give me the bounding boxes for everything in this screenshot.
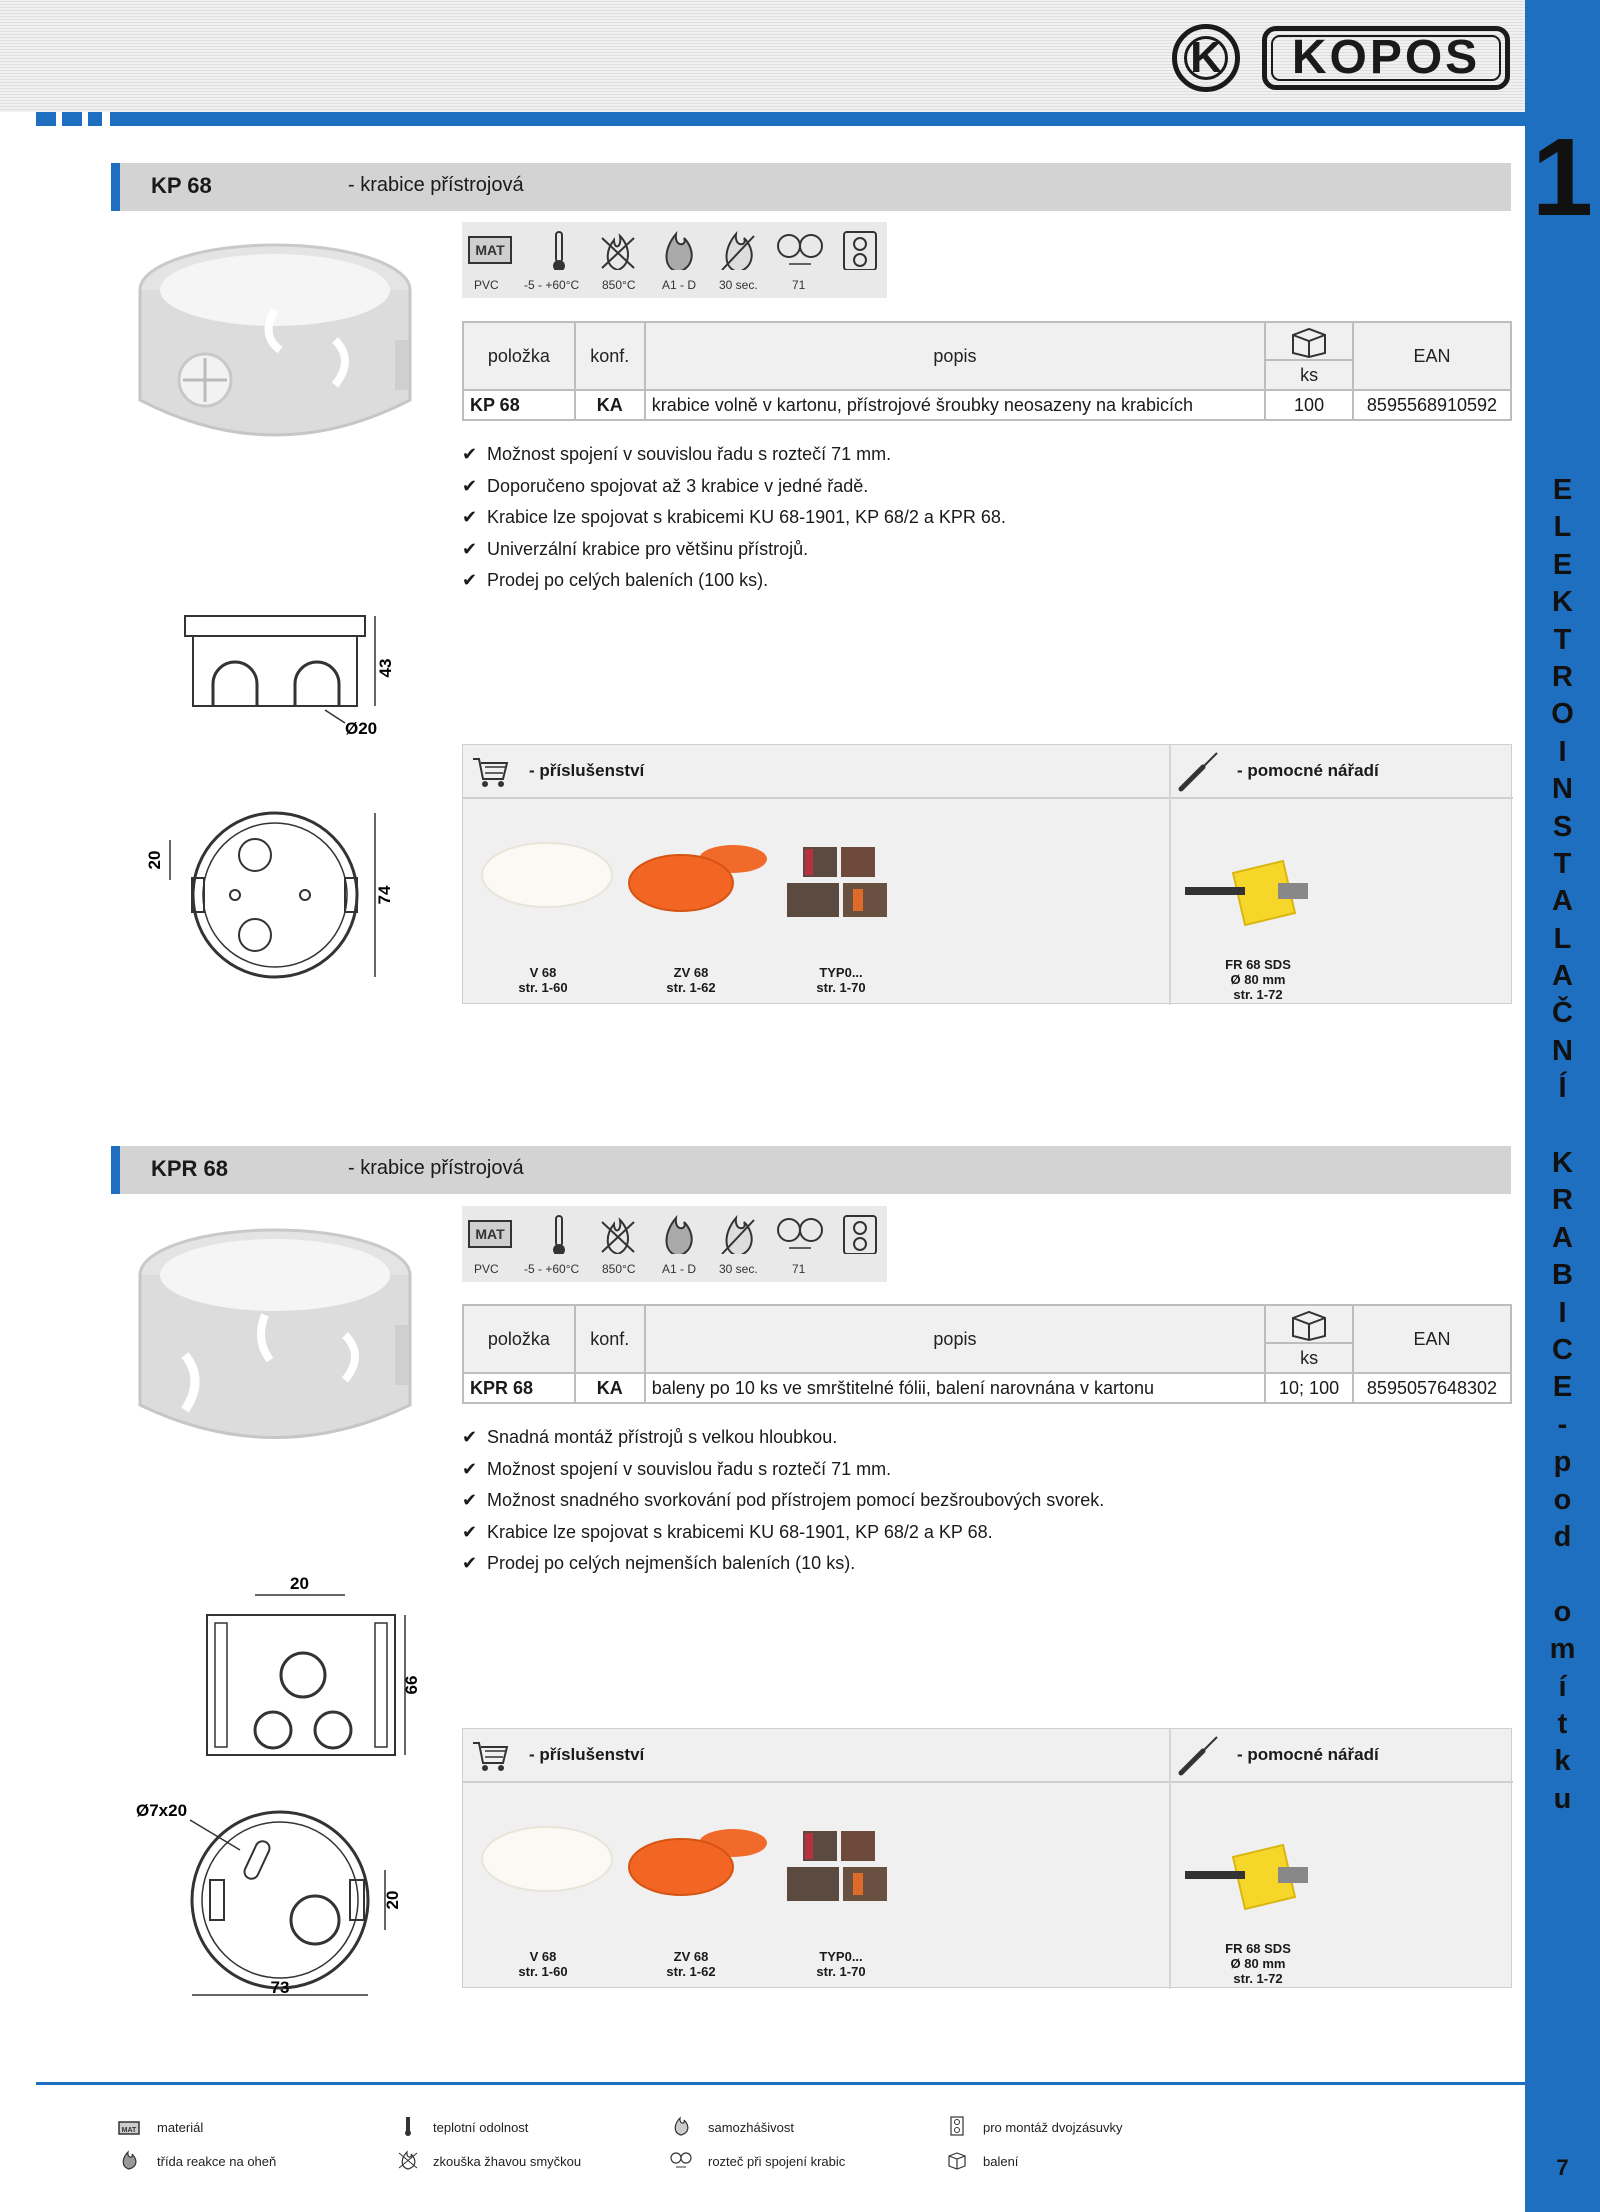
legend-fire-class: třída reakce na oheň [157, 2154, 277, 2169]
header-qty: ks [1265, 1343, 1353, 1373]
table-row [463, 1373, 1511, 1403]
product-title: - krabice přístrojová [348, 1157, 524, 1179]
hole-saw-image [1183, 1827, 1313, 1927]
mat-label: PVC [474, 278, 499, 292]
material-properties-panel [462, 1206, 887, 1282]
footer-line [36, 2082, 1525, 2085]
accessories-label: - příslušenství [529, 761, 645, 780]
side-letter: L [1553, 922, 1572, 955]
accessory-name: TYP0... [819, 965, 863, 980]
list-item [462, 471, 1006, 503]
tool-size: Ø 80 mm [1230, 1956, 1286, 1971]
hole-saw-image [1183, 843, 1313, 943]
dim-top: 20 [290, 1574, 309, 1593]
feature-list [462, 439, 1006, 597]
thermometer-icon [550, 1214, 568, 1254]
product-code: KP 68 [151, 173, 212, 198]
check-icon: ✔ [462, 475, 478, 496]
glow-wire-icon [598, 230, 638, 270]
mat-label: 30 sec. [719, 278, 758, 292]
package-icon [1287, 1308, 1331, 1342]
list-item-text: Krabice lze spojovat s krabicemi KU 68-1901, KP 68/2 a KPR 68. [487, 507, 1006, 527]
mat-label: PVC [474, 1262, 499, 1276]
list-item [462, 565, 1006, 597]
mat-label: 850°C [602, 278, 636, 292]
side-letter: A [1552, 1221, 1573, 1254]
row-description: baleny po 10 ks ve smrštitelné fólii, balení narovnána v kartonu [645, 1373, 1265, 1403]
side-letter: k [1554, 1745, 1571, 1778]
header-description: popis [645, 1305, 1265, 1373]
list-item [462, 1422, 1104, 1454]
side-letter: p [1553, 1446, 1572, 1479]
double-socket-icon [842, 230, 878, 270]
row-ean: 8595057648302 [1353, 1373, 1511, 1403]
mat-label: 850°C [602, 1262, 636, 1276]
dim-hole: Ø7x20 [136, 1801, 188, 1820]
side-letter: A [1552, 960, 1573, 993]
package-icon [946, 2150, 968, 2170]
logo-mark: K [1190, 33, 1222, 82]
section-title-bar [111, 1146, 1511, 1194]
row-config: KA [575, 1373, 645, 1403]
mat-label: -5 - +60°C [524, 1262, 580, 1276]
legend-material: materiál [157, 2120, 204, 2135]
check-icon: ✔ [462, 507, 478, 527]
list-item-text: Snadná montáž přístrojů s velkou hloubkou. [487, 1427, 838, 1447]
mat-label: -5 - +60°C [524, 278, 580, 292]
dim-side: 20 [383, 1890, 402, 1910]
side-letter: Í [1558, 1072, 1567, 1105]
accessory-v68 [483, 1949, 603, 1979]
check-icon: ✔ [462, 1458, 478, 1479]
tool-page: str. 1-72 [1233, 987, 1283, 1002]
flame-icon [658, 230, 698, 270]
header-description: popis [645, 322, 1265, 390]
material-properties-panel [462, 222, 887, 298]
side-letter [1525, 1108, 1600, 1145]
side-view-drawing [195, 1565, 425, 1765]
accessories-divider [1169, 745, 1171, 1005]
spacing-icon [776, 1214, 824, 1254]
dim-height: 66 [402, 1675, 421, 1695]
accessory-page: str. 1-70 [816, 1964, 866, 1979]
side-letter: T [1553, 847, 1572, 880]
accessories-divider [1169, 1729, 1171, 1989]
legend-double-socket: pro montáž dvojzásuvky [983, 2120, 1123, 2135]
list-item [462, 1548, 1104, 1580]
row-qty: 100 [1265, 390, 1353, 420]
side-letter: d [1553, 1520, 1572, 1553]
row-description: krabice volně v kartonu, přístrojové šroubky neosazeny na krabicích [645, 390, 1265, 420]
header-dash [88, 112, 102, 126]
dim-height: 43 [376, 658, 395, 678]
accessory-page: str. 1-62 [666, 1964, 716, 1979]
list-item [462, 502, 1006, 534]
mat-label: 71 [792, 1262, 806, 1276]
spacing-icon [670, 2150, 692, 2170]
header-qty: ks [1265, 360, 1353, 390]
side-letter: S [1552, 810, 1573, 843]
mat-label: A1 - D [662, 1262, 697, 1276]
logo-text: KOPOS [1291, 31, 1481, 84]
side-letter: C [1552, 1333, 1573, 1366]
product-table [462, 1304, 1512, 1404]
side-letter: E [1552, 1371, 1573, 1404]
accessory-page: str. 1-60 [518, 980, 568, 995]
side-view-drawing [145, 598, 395, 738]
self-extinguish-icon [670, 2116, 692, 2136]
accessory-zv68 [631, 965, 751, 995]
tool-page: str. 1-72 [1233, 1971, 1283, 1986]
self-extinguish-icon [718, 230, 758, 270]
check-icon: ✔ [462, 1553, 478, 1573]
side-letter: L [1553, 511, 1572, 544]
side-letter: O [1551, 698, 1574, 731]
package-icon [1287, 325, 1331, 359]
accessory-name: V 68 [529, 1949, 557, 1964]
accessories-panel [462, 1728, 1512, 1988]
side-letter: N [1552, 773, 1573, 806]
side-letter: - [1557, 1408, 1568, 1441]
double-socket-icon [946, 2116, 968, 2136]
dim-side: 20 [145, 850, 164, 870]
accessory-typ0 [781, 965, 901, 995]
accessory-v68 [483, 965, 603, 995]
mat-label: A1 - D [662, 278, 697, 292]
list-item-text: Doporučeno spojovat až 3 krabice v jedné řadě. [487, 475, 869, 496]
side-letter: A [1552, 885, 1573, 918]
product-photo [125, 1215, 435, 1475]
side-letter: u [1553, 1782, 1572, 1815]
accessory-page: str. 1-60 [518, 1964, 568, 1979]
side-letter: m [1549, 1633, 1576, 1666]
side-letter: t [1557, 1707, 1568, 1740]
feature-list [462, 1422, 1104, 1580]
list-item-text: Univerzální krabice pro většinu přístrojů. [487, 538, 809, 559]
accessories-panel [462, 744, 1512, 1004]
page-number: 7 [1556, 2155, 1569, 2180]
logo-box [1262, 26, 1510, 90]
side-letter: K [1552, 586, 1573, 619]
header-config: konf. [575, 322, 645, 390]
dim-hole: Ø20 [345, 719, 378, 738]
legend-glow-wire: zkouška žhavou smyčkou [433, 2154, 582, 2169]
clamp-typ0-image [783, 845, 903, 930]
check-icon: ✔ [462, 1490, 478, 1510]
side-letter: o [1553, 1483, 1572, 1516]
product-table [462, 321, 1512, 421]
side-letter: T [1553, 623, 1572, 656]
tool-name: FR 68 SDS [1225, 1941, 1291, 1956]
list-item [462, 534, 1006, 566]
cover-zv68-image [623, 837, 773, 917]
header-dash [62, 112, 82, 126]
check-icon: ✔ [462, 538, 478, 559]
mat-icon [118, 2118, 140, 2138]
check-icon: ✔ [462, 1521, 478, 1542]
cover-v68-image [477, 1824, 617, 1894]
list-item-text: Prodej po celých nejmenších baleních (10 ks). [487, 1553, 856, 1573]
list-item-text: Možnost snadného svorkování pod přístrojem pomocí bezšroubových svorek. [487, 1490, 1105, 1510]
chapter-number: 1 [1531, 116, 1594, 239]
header-item: položka [463, 1305, 575, 1373]
side-letter: E [1552, 548, 1573, 581]
flame-icon [658, 1214, 698, 1254]
header-package [1265, 1305, 1353, 1343]
product-code: KPR 68 [151, 1156, 229, 1181]
list-item [462, 439, 1006, 471]
header-dash [36, 112, 56, 126]
tool-name: FR 68 SDS [1225, 957, 1291, 972]
side-letter: í [1558, 1670, 1567, 1703]
mat-label: 71 [792, 278, 806, 292]
chapter-vertical-title [1525, 472, 1600, 1818]
list-item-text: Krabice lze spojovat s krabicemi KU 68-1901, KP 68/2 a KP 68. [487, 1521, 993, 1542]
tools-label: - pomocné nářadí [1237, 1745, 1379, 1764]
clamp-typ0-image [783, 1829, 903, 1914]
list-item-text: Možnost spojení v souvislou řadu s roztečí 71 mm. [487, 1458, 892, 1479]
kopos-logo [1172, 22, 1512, 94]
accessory-name: ZV 68 [673, 1949, 709, 1964]
side-letter: B [1552, 1259, 1573, 1292]
row-ean: 8595568910592 [1353, 390, 1511, 420]
list-item [462, 1485, 1104, 1517]
accessory-name: V 68 [529, 965, 557, 980]
check-icon: ✔ [462, 570, 478, 590]
dim-width: 74 [375, 885, 394, 905]
side-letter [1525, 1556, 1600, 1593]
header-ean: EAN [1353, 322, 1511, 390]
thermometer-icon [550, 230, 568, 270]
mat-icon: MAT [468, 236, 512, 264]
double-socket-icon [842, 1214, 878, 1254]
spacing-icon [776, 230, 824, 270]
side-letter: N [1552, 1034, 1573, 1067]
flame-icon [118, 2150, 140, 2170]
accessory-name: TYP0... [819, 1949, 863, 1964]
tool-size: Ø 80 mm [1230, 972, 1286, 987]
dim-width: 73 [270, 1978, 290, 1997]
check-icon: ✔ [462, 1427, 478, 1447]
accessory-name: ZV 68 [673, 965, 709, 980]
product-photo [125, 230, 435, 480]
legend-self-extinguishing: samozhášivost [708, 2120, 794, 2135]
list-item [462, 1454, 1104, 1486]
glow-wire-icon [397, 2150, 419, 2170]
row-item: KPR 68 [463, 1373, 575, 1403]
accessory-typ0 [781, 1949, 901, 1979]
header-package [1265, 322, 1353, 360]
screwdriver-icon [1175, 1735, 1221, 1777]
cover-v68-image [477, 840, 617, 910]
side-letter: o [1553, 1595, 1572, 1628]
row-qty: 10; 100 [1265, 1373, 1353, 1403]
header-ean: EAN [1353, 1305, 1511, 1373]
tool-fr68 [1198, 1941, 1318, 1986]
list-item [462, 1517, 1104, 1549]
header-blue-bar [110, 112, 1525, 126]
tool-fr68 [1198, 957, 1318, 1002]
legend-temperature: teplotní odolnost [433, 2120, 529, 2135]
header-item: položka [463, 322, 575, 390]
product-title: - krabice přístrojová [348, 174, 524, 196]
self-extinguish-icon [718, 1214, 758, 1254]
legend-spacing: rozteč při spojení krabic [708, 2154, 846, 2169]
screwdriver-icon [1175, 751, 1221, 793]
accessory-zv68 [631, 1949, 751, 1979]
cover-zv68-image [623, 1821, 773, 1901]
accessory-page: str. 1-62 [666, 980, 716, 995]
accessory-page: str. 1-70 [816, 980, 866, 995]
thermometer-icon [397, 2116, 419, 2136]
mat-icon: MAT [468, 1220, 512, 1248]
side-letter: I [1558, 735, 1567, 768]
check-icon: ✔ [462, 444, 478, 464]
glow-wire-icon [598, 1214, 638, 1254]
side-letter: I [1558, 1296, 1567, 1329]
cart-icon [471, 753, 509, 789]
row-item: KP 68 [463, 390, 575, 420]
row-config: KA [575, 390, 645, 420]
table-row [463, 390, 1511, 420]
section-title-bar [111, 163, 1511, 211]
top-view-drawing [140, 800, 400, 990]
legend-package: balení [983, 2154, 1019, 2169]
side-letter: K [1552, 1147, 1573, 1180]
accessories-label: - příslušenství [529, 1745, 645, 1764]
side-letter: R [1552, 660, 1573, 693]
legend-mat-badge: MAT [121, 2127, 137, 2134]
top-view-drawing [130, 1790, 420, 2010]
mat-label: 30 sec. [719, 1262, 758, 1276]
list-item-text: Možnost spojení v souvislou řadu s roztečí 71 mm. [487, 444, 892, 464]
cart-icon [471, 1737, 509, 1773]
side-letter: E [1552, 474, 1573, 506]
side-letter: R [1552, 1184, 1573, 1217]
chapter-sidebar [1525, 0, 1600, 2212]
side-letter: Č [1552, 997, 1573, 1030]
header-config: konf. [575, 1305, 645, 1373]
tools-label: - pomocné nářadí [1237, 761, 1379, 780]
list-item-text: Prodej po celých baleních (100 ks). [487, 570, 769, 590]
